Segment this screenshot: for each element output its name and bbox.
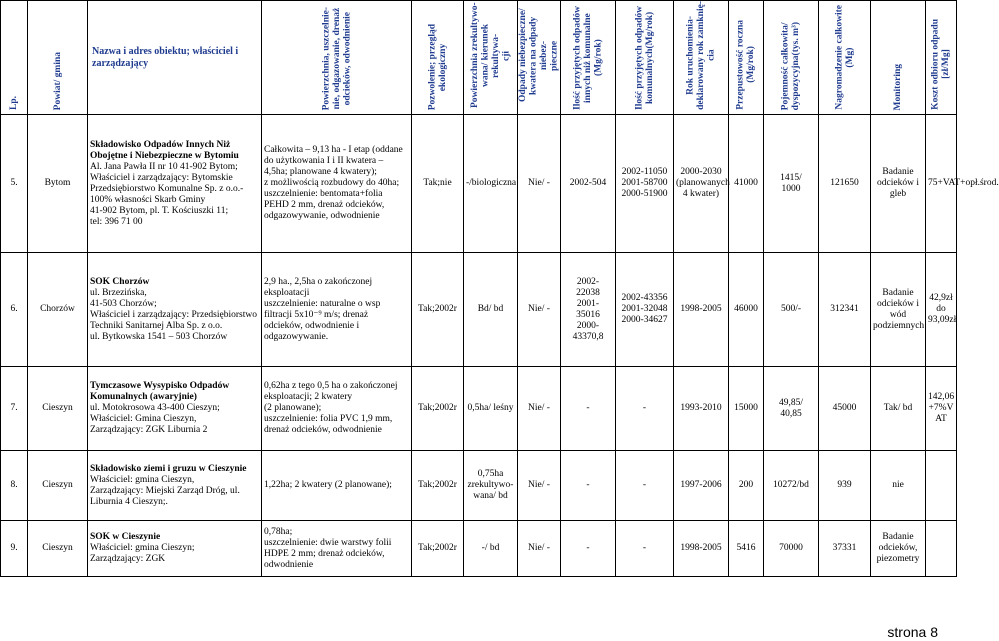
cell-gmina: Bytom: [28, 115, 88, 253]
cell-municipal: -: [616, 367, 674, 451]
table-row: [1, 521, 957, 577]
cell-municipal: 2002-11050 2001-58700 2000-51900: [616, 115, 674, 253]
header-reclaimed: Powierzchnia zrekultywo- wana/ kierunek rekultywa- cji: [464, 1, 518, 115]
header-volume: Pojemność całkowita/ dyspozycyjna(tys. m³): [764, 1, 819, 115]
cell-capacity: 46000: [729, 253, 764, 367]
cell-volume: 500/-: [764, 253, 819, 367]
cell-reclaimed: 0,75ha zrekultywo- wana/ bd: [464, 451, 518, 521]
cell-other-waste: -: [561, 521, 616, 577]
header-monitoring: Monitoring: [871, 1, 926, 115]
header-permit: Pozwolenie; przegląd ekologiczny: [412, 1, 464, 115]
cell-monitoring: Badanie odcieków i gleb: [871, 115, 926, 253]
cell-other-waste: 2002- 22038 2001- 35016 2000- 43370,8: [561, 253, 616, 367]
cell-years: 2000-2030 (planowanych 4 kwater): [674, 115, 729, 253]
header-row: [1, 1, 957, 115]
cell-other-waste: -: [561, 451, 616, 521]
header-gmina: Powiat/ gmina: [28, 1, 88, 115]
cell-volume: 1415/ 1000: [764, 115, 819, 253]
header-hazardous: Odpady niebezpieczne/ kwatera na odpady niebez- pieczne: [518, 1, 561, 115]
cell-cost: [926, 451, 957, 521]
header-area: Powierzchnia, uszczelnie- nie, odgazowanie, drenaż odcieków, odwodnienie: [262, 1, 412, 115]
cell-reclaimed: Bd/ bd: [464, 253, 518, 367]
cell-monitoring: Badanie odcieków i wód podziemnych: [871, 253, 926, 367]
cell-cost: 142,06 +7%V AT: [926, 367, 957, 451]
cell-years: 1998-2005: [674, 521, 729, 577]
facility-details: ul. Brzezińska, 41-503 Chorzów; Właściciel i zarządzający: Przedsiębiorstwo Techniki Sanitarnej Alba Sp. z o.o. ul. Bytkowska 1541 – 503 Chorzów: [90, 287, 257, 342]
header-capacity: Przepustowość roczna (Mg/rok): [729, 1, 764, 115]
cell-area: 0,62ha z tego 0,5 ha o zakończonej eksploatacji; 2 kwatery (2 planowane); uszczelnienie: folia PVC 1,9 mm, drenaż odcieków, odwodnienie: [262, 367, 412, 451]
cell-reclaimed: 0,5ha/ leśny: [464, 367, 518, 451]
cell-name: [88, 367, 262, 451]
cell-name: [88, 451, 262, 521]
cell-permit: Tak;2002r: [412, 521, 464, 577]
cell-capacity: 41000: [729, 115, 764, 253]
cell-accumulated: 312341: [819, 253, 871, 367]
cell-cost: 42,9zł do 93,09zł: [926, 253, 957, 367]
cell-monitoring: nie: [871, 451, 926, 521]
cell-other-waste: 2002-504: [561, 115, 616, 253]
cell-gmina: Chorzów: [28, 253, 88, 367]
cell-hazardous: Nie/ -: [518, 521, 561, 577]
cell-reclaimed: -/ bd: [464, 521, 518, 577]
cell-volume: 49,85/ 40,85: [764, 367, 819, 451]
cell-cost: [926, 521, 957, 577]
facility-name: SOK Chorzów: [90, 276, 150, 287]
header-years: Rok uruchomienia- deklarowany rok zamknię- cia: [674, 1, 729, 115]
cell-name: [88, 115, 262, 253]
facility-details: Al. Jana Pawła II nr 10 41-902 Bytom; Właściciel i zarządzający: Bytomskie Przedsiębiorstwo Komunalne Sp. z o.o.- 100% własności Skarb Gminy 41-902 Bytom, pl. T. Kościuszki 11; tel: 396 71 00: [90, 161, 244, 227]
cell-capacity: 200: [729, 451, 764, 521]
table-row: [1, 115, 957, 253]
cell-years: 1998-2005: [674, 253, 729, 367]
cell-permit: Tak;2002r: [412, 451, 464, 521]
cell-capacity: 5416: [729, 521, 764, 577]
cell-gmina: Cieszyn: [28, 367, 88, 451]
cell-lp: 6.: [1, 253, 28, 367]
header-lp: Lp.: [1, 1, 28, 115]
header-accumulated: Nagromadzenie całkowite (Mg): [819, 1, 871, 115]
cell-municipal: -: [616, 521, 674, 577]
cell-lp: 8.: [1, 451, 28, 521]
cell-lp: 7.: [1, 367, 28, 451]
cell-hazardous: Nie/ -: [518, 367, 561, 451]
cell-accumulated: 37331: [819, 521, 871, 577]
header-cost: Koszt odbioru odpadu [zł/Mg]: [926, 1, 957, 115]
facility-name: Składowisko Odpadów Innych Niż Obojętne i Niebezpieczne w Bytomiu: [90, 139, 239, 161]
cell-lp: 9.: [1, 521, 28, 577]
page-number: strona 8: [887, 624, 938, 640]
cell-monitoring: Tak/ bd: [871, 367, 926, 451]
cell-lp: 5.: [1, 115, 28, 253]
cell-reclaimed: -/biologiczna: [464, 115, 518, 253]
cell-gmina: Cieszyn: [28, 451, 88, 521]
cell-municipal: -: [616, 451, 674, 521]
cell-volume: 70000: [764, 521, 819, 577]
cell-area: 0,78ha; uszczelnienie: dwie warstwy folii HDPE 2 mm; drenaż odcieków, odwodnienie: [262, 521, 412, 577]
table-row: [1, 253, 957, 367]
cell-name: [88, 521, 262, 577]
facility-name: Tymczasowe Wysypisko Odpadów Komunalnych (awaryjnie): [90, 381, 230, 402]
cell-years: 1997-2006: [674, 451, 729, 521]
cell-capacity: 15000: [729, 367, 764, 451]
cell-area: 1,22ha; 2 kwatery (2 planowane);: [262, 451, 412, 521]
cell-accumulated: 939: [819, 451, 871, 521]
facility-details: ul. Motokrosowa 43-400 Cieszyn; Właściciel: Gmina Cieszyn, Zarządzający: ZGK Liburnia 2: [90, 403, 220, 435]
facility-name: Składowisko ziemi i gruzu w Cieszynie: [90, 463, 247, 474]
header-name: Nazwa i adres obiektu; właściciel i zarządzający: [88, 1, 262, 115]
cell-hazardous: Nie/ -: [518, 253, 561, 367]
header-other-waste: Ilość przyjętych odpadów innych niż komunalne (Mg/rok): [561, 1, 616, 115]
cell-municipal: 2002-43356 2001-32048 2000-34627: [616, 253, 674, 367]
cell-hazardous: Nie/ -: [518, 115, 561, 253]
header-municipal: Ilość przyjętych odpadów komunalnych(Mg/rok): [616, 1, 674, 115]
table-row: [1, 367, 957, 451]
facility-details: Właściciel: gmina Cieszyn, Zarządzający: Miejski Zarząd Dróg, ul. Liburnia 4 Cieszyn;.: [90, 474, 240, 507]
facility-name: SOK w Cieszynie: [90, 532, 161, 542]
cell-permit: Tak;2002r: [412, 253, 464, 367]
cell-hazardous: Nie/ -: [518, 451, 561, 521]
cell-cost: 75+VAT+opł.środ.: [926, 115, 957, 253]
cell-other-waste: -: [561, 367, 616, 451]
cell-permit: Tak;nie: [412, 115, 464, 253]
cell-accumulated: 45000: [819, 367, 871, 451]
facility-details: Właściciel: gmina Cieszyn; Zarządzający: ZGK: [90, 543, 195, 564]
cell-years: 1993-2010: [674, 367, 729, 451]
cell-permit: Tak;2002r: [412, 367, 464, 451]
cell-gmina: Cieszyn: [28, 521, 88, 577]
cell-monitoring: Badanie odcieków, piezometry: [871, 521, 926, 577]
table-row: [1, 451, 957, 521]
cell-area: Całkowita – 9,13 ha - I etap (oddane do użytkowania I i II kwatera – 4,5ha; planowane 4 kwatery); z możliwością rozbudowy do 40ha; uszczelnienie: bentomata+folia PEHD 2 mm, drenaż odcieków, odgazowywanie, odwodnienie: [262, 115, 412, 253]
cell-accumulated: 121650: [819, 115, 871, 253]
cell-name: [88, 253, 262, 367]
cell-volume: 10272/bd: [764, 451, 819, 521]
cell-area: 2,9 ha., 2,5ha o zakończonej eksploatacji uszczelnienie: naturalne o wsp filtracji 5x10⁻⁹ m/s; drenaż odcieków, odwodnienie i odgazowywanie.: [262, 253, 412, 367]
